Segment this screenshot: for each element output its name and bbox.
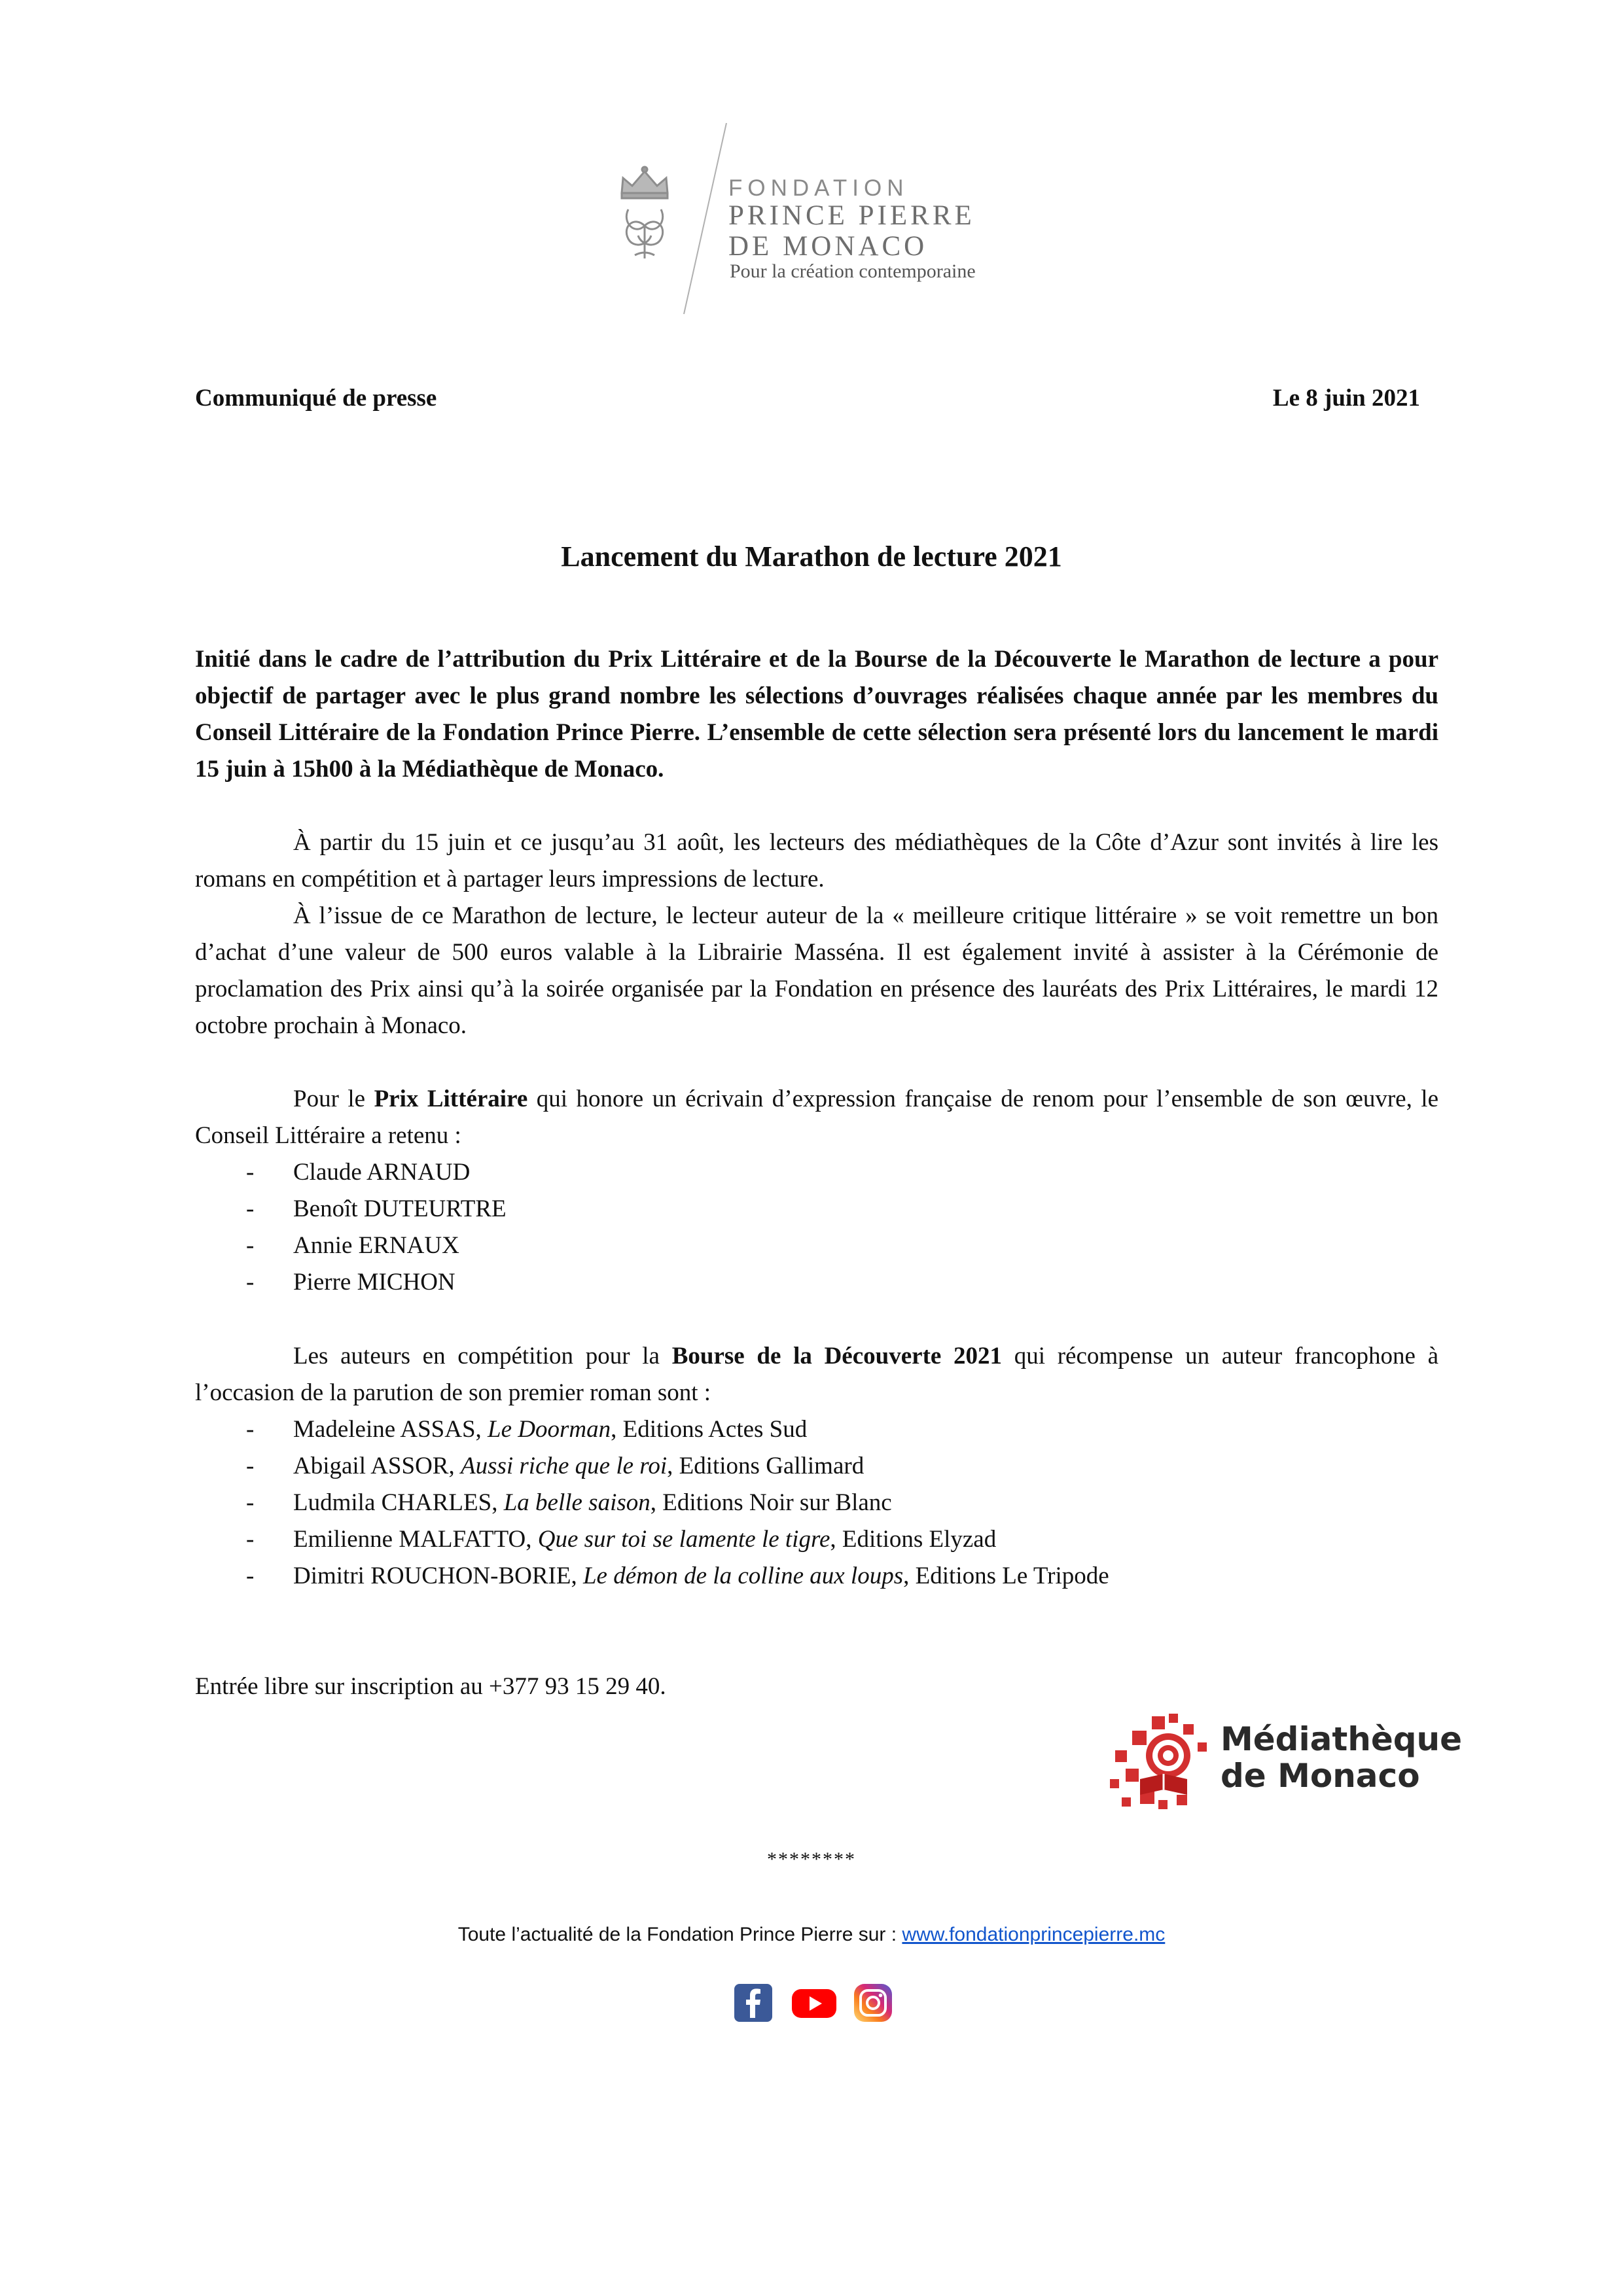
list-item: - Madeleine ASSAS, Le Doorman, Editions Actes Sud [246, 1416, 808, 1443]
mediatheque-logo-text: Médiathèque de Monaco [1221, 1720, 1463, 1795]
bourse-list [195, 1411, 1438, 1595]
list-item: - Benoît DUTEURTRE [246, 1195, 507, 1222]
list-item: - Abigail ASSOR, Aussi riche que le roi, Editions Gallimard [246, 1453, 865, 1479]
prix-litteraire-list [195, 1154, 1438, 1301]
paragraph-dates: À partir du 15 juin et ce jusqu’au 31 août, les lecteurs des médiathèques de la Côte d’Azur sont invités à lire les romans en compétition et à partager leurs impressions de lecture. [195, 829, 1438, 892]
logo-line-de-monaco: DE MONACO [728, 231, 928, 262]
footer-line: Toute l’actualité de la Fondation Prince Pierre sur : www.fondationprincepierre.mc [457, 1924, 1166, 1945]
logo-divider [681, 123, 733, 314]
paragraph-critique: À l’issue de ce Marathon de lecture, le lecteur auteur de la « meilleure critique littéraire » se voit remettre un bon d’achat d’une valeur de 500 euros valable à la Librairie Masséna. Il est également invité à assister à la Cérémonie de proclamation des Prix ainsi qu’à la soirée organisée par la Fondation en présence des lauréats des Prix Littéraires, le mardi 12 octobre prochain à Monaco. [195, 902, 1438, 1039]
list-item: - Annie ERNAUX [246, 1232, 459, 1259]
mediatheque-logo-icon [1106, 1711, 1217, 1816]
list-item: - Emilienne MALFATTO, Que sur toi se lamente le tigre, Editions Elyzad [246, 1526, 997, 1553]
paragraph-prix-litteraire: Pour le Prix Littéraire qui honore un écrivain d’expression française de renom pour l’ensemble de son œuvre, le Conseil Littéraire a retenu : [195, 1086, 1438, 1149]
instagram-icon[interactable] [853, 1983, 893, 2023]
list-item: - Dimitri ROUCHON-BORIE, Le démon de la colline aux loups, Editions Le Tripode [246, 1563, 1109, 1589]
logo-tagline: Pour la création contemporaine [730, 260, 976, 282]
website-link[interactable]: www.fondationprincepierre.mc [902, 1924, 1166, 1945]
facebook-icon[interactable] [733, 1983, 774, 2023]
logo-line-prince-pierre: PRINCE PIERRE [728, 200, 975, 231]
page-title: Lancement du Marathon de lecture 2021 [561, 540, 1062, 573]
list-item: - Pierre MICHON [246, 1269, 455, 1296]
intro-paragraph: Initié dans le cadre de l’attribution du Prix Littéraire et de la Bourse de la Découverte le Marathon de lecture a pour objectif de partager avec le plus grand nombre les sélections d’ouvrages réalisées chaque année par les membres du Conseil Littéraire de la Fondation Prince Pierre. L’ensemble de cette sélection sera présenté lors du lancement le mardi 15 juin à 15h00 à la Médiathèque de Monaco. [195, 646, 1438, 783]
entry-info: Entrée libre sur inscription au +377 93 15 29 40. [195, 1673, 666, 1700]
youtube-icon[interactable] [791, 1983, 838, 2023]
release-date: Le 8 juin 2021 [1272, 385, 1420, 412]
logo-line-fondation: FONDATION [728, 175, 909, 201]
press-release-label: Communiqué de presse [195, 385, 437, 412]
paragraph-bourse: Les auteurs en compétition pour la Bourse de la Découverte 2021 qui récompense un auteur francophone à l’occasion de la parution de son premier roman sont : [195, 1343, 1438, 1406]
bourse-decouverte-label: Bourse de la Découverte 2021 [671, 1343, 1003, 1369]
list-item: - Claude ARNAUD [246, 1159, 471, 1186]
foundation-crest-icon [609, 164, 681, 262]
prix-litteraire-label: Prix Littéraire [374, 1086, 528, 1112]
separator-stars: ******** [767, 1848, 856, 1870]
list-item: - Ludmila CHARLES, La belle saison, Editions Noir sur Blanc [246, 1489, 892, 1516]
